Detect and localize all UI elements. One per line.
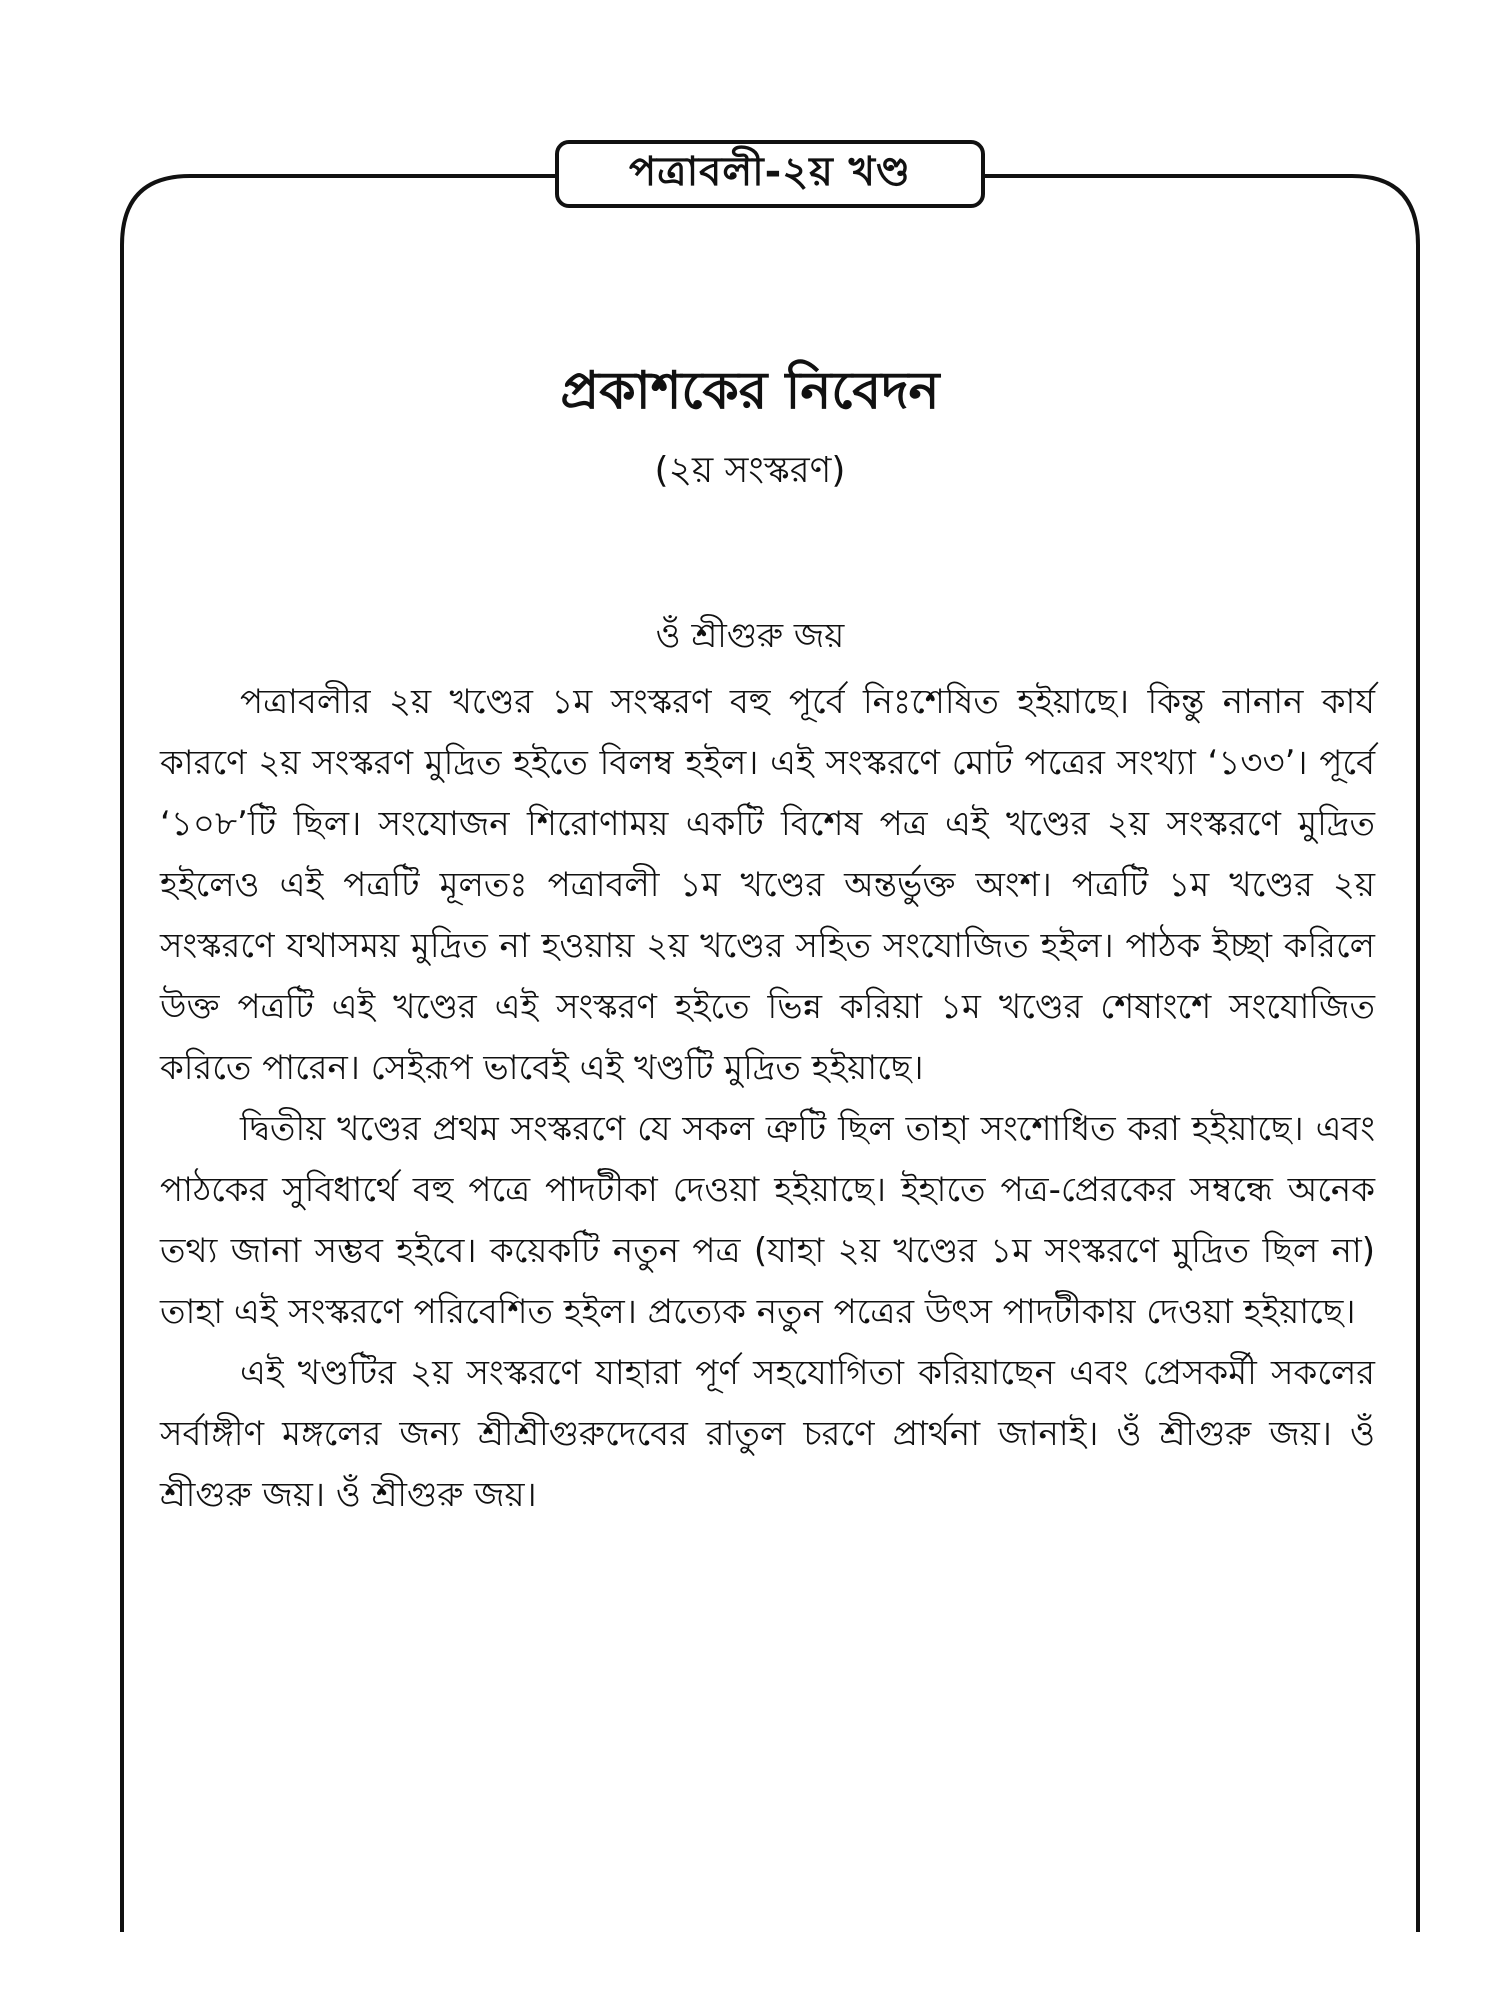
edition-label: (২য় সংস্করণ): [654, 450, 846, 491]
volume-title: পত্রাবলী-২য় খণ্ড: [629, 148, 911, 195]
paragraph-2: দ্বিতীয় খণ্ডের প্রথম সংস্করণে যে সকল ত্রুটি ছিল তাহা সংশোধিত করা হইয়াছে। এবং পাঠকের সুবিধার্থে বহু পত্রে পাদটীকা দেওয়া হইয়াছে। ইহাতে পত্র-প্রেরকের সম্বন্ধে অনেক তথ্য জানা সম্ভব হইবে। কয়েকটি নতুন পত্র (যাহা ২য় খণ্ডের ১ম সংস্করণে মুদ্রিত ছিল না) তাহা এই সংস্করণে পরিবেশিত হইল। প্রত্যেক নতুন পত্রের উৎস পাদটীকায় দেওয়া হইয়াছে।: [160, 1109, 1375, 1332]
invocation-line: ওঁ শ্রীগুরু জয়: [655, 616, 845, 656]
notice-body: [160, 672, 1375, 1526]
paragraph-3: এই খণ্ডটির ২য় সংস্করণে যাহারা পূর্ণ সহযোগিতা করিয়াছেন এবং প্রেসকর্মী সকলের সর্বাঙ্গীণ মঙ্গলের জন্য শ্রীশ্রীগুরুদেবের রাতুল চরণে প্রার্থনা জানাই। ওঁ শ্রীগুরু জয়। ওঁ শ্রীগুরু জয়। ওঁ শ্রীগুরু জয়।: [160, 1353, 1375, 1515]
page-title: প্রকাশকের নিবেদন: [560, 361, 940, 421]
paragraph-1: পত্রাবলীর ২য় খণ্ডের ১ম সংস্করণ বহু পূর্বে নিঃশেষিত হইয়াছে। কিন্তু নানান কার্য কারণে ২য় সংস্করণ মুদ্রিত হইতে বিলম্ব হইল। এই সংস্করণে মোট পত্রের সংখ্যা ‘১৩৩’। পূর্বে ‘১০৮’টি ছিল। সংযোজন শিরোণাময় একটি বিশেষ পত্র এই খণ্ডের ২য় সংস্করণে মুদ্রিত হইলেও এই পত্রটি মূলতঃ পত্রাবলী ১ম খণ্ডের অন্তর্ভুক্ত অংশ। পত্রটি ১ম খণ্ডের ২য় সংস্করণে যথাসময় মুদ্রিত না হওয়ায় ২য় খণ্ডের সহিত সংযোজিত হইল। পাঠক ইচ্ছা করিলে উক্ত পত্রটি এই খণ্ডের এই সংস্করণ হইতে ভিন্ন করিয়া ১ম খণ্ডের শেষাংশে সংযোজিত করিতে পারেন। সেইরূপ ভাবেই এই খণ্ডটি মুদ্রিত হইয়াছে।: [160, 682, 1375, 1088]
